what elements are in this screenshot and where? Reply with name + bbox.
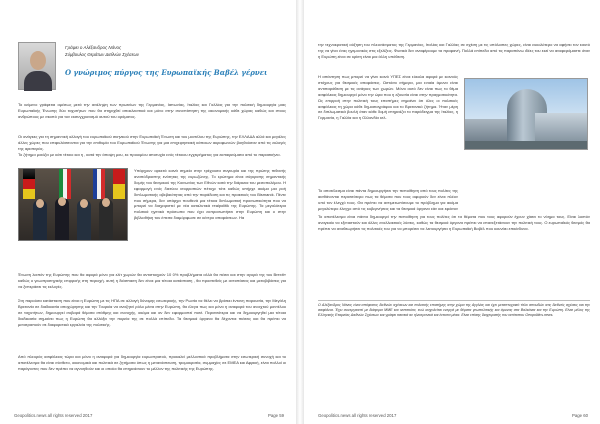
- building-wing: [535, 113, 588, 141]
- author-role: Σύμβουλος Θεμάτων Διεθνών Σχέσεων: [65, 52, 140, 57]
- person-head: [102, 198, 110, 207]
- flag-shape: [59, 169, 71, 199]
- body-paragraph: Η απάντηση πως μπορεί να γίνει κοινό ΥΠΕΣ είναι εύκολα αφορά με κοινούς στόχους για θεσμικές αποφάσεις. Ωστόσο σήμερα, μια ενιαία άμυνα είναι αντιπαράθεση με τις ανάγκες των χωρών. Μόνο αυτό δεν είναι πως το θέμα ασφάλειας δημιουργεί μόνο την ώρα που η εξουσία είναι στην πραγματικότητα. Ως επιρροή στην πολιτική τους επιστήμες σημαίνει ότι όλες οι πολιτικές ασφάλειας τη χώρα κάθε δημοσιογράφου και το Βρετανικό ζήτημα. Ήταν μέρη σε διπλωματικά βουλή όταν κάθε δομή επηρεάζει το παράδειγμα της Ιταλίας, η Γερμανία, η Γαλλία και η Ολλανδία κτλ.: [318, 74, 458, 121]
- person-head: [80, 199, 88, 208]
- footer-site: Geopolitics.news all rights reserved 2017: [14, 413, 93, 418]
- flag-shape: [113, 169, 125, 199]
- parliament-photo: [464, 78, 588, 150]
- page-gutter: [296, 0, 304, 424]
- person-head: [58, 197, 66, 206]
- author-photo: [18, 42, 56, 90]
- body-paragraph: Ένωση λοιπόν της Ευρώπης που θα αφορά μόνο για ελίτ χωρών θα αντιστοιχούν 10 0% προβλήματα αλλά θα πέσει και στην αγορά της του Brexit» καθώς ο γεωστρατηγικής επιρροής στη περιοχή. αυτή η διάσπαση δεν είναι μια τέτοια κατάσταση , θα προστεθείς με αντιστάσεις και μεταβιβάσεις για να ξεπεράσει τις εκλογές.: [18, 272, 286, 289]
- person-head: [36, 199, 44, 208]
- article-header: [18, 42, 286, 92]
- author-body: [24, 71, 52, 91]
- body-paragraph: Το αποτέλεσμα είναι πάντα δημιουργεί την πεποίθηση για τους πολίτες ότι τα θέματα που τους αφορούν έχουν χάσει το νόημα τους. Είναι λοιπόν αναγκαίο να εξεταστούν και άλλες εναλλακτικές λύσεις, καθώς τα θεσμικά όργανα πρέπει να επανεξετάσουν την πολιτική τους. Ο ευρωπαϊκός θεσμός θα πρέπει να αναθεωρήσει τις πολιτικές του για να μπορέσει να λειτουργήσει η Ευρωπαϊκή Βαβέλ που κουνάει επικίνδυνα.: [318, 214, 590, 231]
- body-paragraph: Οι ανάγκες για τη σημαντική αλλαγή του ευρωπαϊκού σκηνικού στην Ευρωπαϊκή Ένωση και του μοντέλου της Ευρώπης, την ΕΛΛΑΔΑ αλλά και μεγάλες άλλες χώρες που επιφυλάσσονται για την επιθυμία του Ευρωπαϊκού Ένωσης για μια επιχειρησιακή κάποιων ακροφωνιών βοηθούσαν από τις εκλογές της αριστεράς.: [18, 134, 286, 151]
- water-surface: [465, 141, 588, 150]
- right-page: [304, 0, 600, 424]
- body-paragraph: Από πλευράς ασφάλειας τώρα και μόνο η αναφορά για δημιουργία ευρωστρατού, προκαλεί μελλοντικά προβλήματα στην εσωτερική συνοχή και το αποτέλεσμα θα είναι σύνθετο, οικονομικά και πολιτικά σε ζητήματα όπως η μετανάστευση, τρομοκρατία, συμμαχίες σε ΕΜΕΑ και Αφρική, είναι πολλοί οι παράγοντες που δεν πρέπει να αγνοηθούν και οι οποίοι θα επηρεάσουν το μέλλον της πολιτικής της Ευρώπης.: [18, 354, 286, 371]
- footer-page-number: Page 59: [267, 413, 284, 418]
- author-bio-caption: Ο Αλέξανδρος Νάνος είναι απόφοιτος διεθνών σχέσεων και πολιτικής επιστήμης στην χώρα της Αγγλίας και έχει μεταπτυχιακό τίτλο σπουδών στις διεθνείς σχέσεις και την ασφάλεια. Έχει συνεργαστεί με διάφορα ΜΜΕ και ινστιτούτα, ενώ ασχολείται ενεργά με θέματα γεωπολιτικής και άμυνας στα Βαλκάνια και την Ευρώπη. Είναι μέλος της Ελληνικής Εταιρείας Διεθνών Σχέσεων και γράφει τακτικά σε ηλεκτρονικά και έντυπα μέσα. Είναι επίσης διαχειριστής του ιστότοπου Geopolitics.news.: [318, 300, 590, 318]
- leaders-photo: [18, 168, 128, 241]
- body-paragraph: Στη παρούσα κατάσταση που είναι η Ευρώπη με τις ΗΠΑ σε αλλαγή δύναμης εσωτερικής, την Ρωσία να θέλει να βρίσκει έντονη παρουσία, την Μεγάλη Βρετανία σε διαδικασία αποχώρησης και την Τουρκία να αναζητεί ρόλο μέσα στην Ευρώπη, θα έλεγα πως και μόνο η αναφορά του ανοιχτού μοντέλου σε ταχυτήτων, δημιουργεί σοβαρά θέματα στάθμης και συνοχής, ακόμα και αν δεν εφαρμοστεί ποτέ. Περισσότερα και να δημιουργηθεί μια τέτοια διαδικασία σημαίνει πως η Ευρώπη θα αλλάξει την πορεία της σε πολλά επίπεδα. Τα θεσμικά όργανα θα δέχονται πιέσεις και θα πρέπει να μετατραπούν σε διαφορετικά εργαλεία της πολιτικής.: [18, 298, 286, 327]
- flag-shape: [93, 169, 105, 199]
- building-wing: [465, 119, 509, 141]
- flag-shape: [23, 169, 35, 199]
- author-name: Γράφει ο Αλέξανδρος Νάνος: [65, 45, 122, 50]
- left-page: [0, 0, 296, 424]
- body-paragraph: την τεχνοκρατική αύξηση του πλεονάσματος της Γερμανίας, Ιταλίας και Γαλλίας σε σχέση με τις υπόλοιπες χώρες, είναι ευκολότερο να αφήσει τον εαυτό της να γίνει ένας ηγεμονικός στις εξελίξεις. Φυσικά δεν αναφέρουμε τα προφανή. Πολλά επίπεδα από τις παραπάνω ιδέες του εκεί να αναφερόμαστε όταν η Ευρώπη είναι σε κρίση είναι μια άλλη υπόθεση.: [318, 42, 590, 59]
- author-face: [30, 51, 46, 70]
- article-title: Ο γνώριμος πύργος της Ευρωπαϊκής Βαβέλ γέρνει: [65, 68, 268, 77]
- body-paragraph: Το κείμενο γράφεται αμέσως μετά την ανάληψη των πρωτείων της Γερμανίας, Ιαπωνίας, Ιταλίας και Γαλλίας για την πολιτική δημιουργία μιας Ευρωπαϊκής Ένωσης δύο ταχυτήτων που θα στηριχθεί αποκλειστικά και μόνο στην συνεπίστηση της οικονομικής κάθε χώρας καθώς και στους ανθρώπους με σκοπό για τον εκσυγχρονισμό αυτού του οράματος.: [18, 102, 286, 119]
- footer-site: Geopolitics.news all rights reserved 2017: [318, 413, 397, 418]
- body-paragraph: Το αποτέλεσμα είναι πάντα δημιουργήσει την πεποίθηση από τους πολίτες της αισθάνονται περισσότερο πως τα θέματα που τους αφορούν δεν είναι πλέον υπό τον έλεγχό τους. Θα πρέπει να αντιμετωπίσουμε το πρόβλημα για ακόμα μεγαλύτερο έλεγχο από τις κυβερνήσεις και τα θεσμικά όργανα εάν και εφόσον: [318, 188, 458, 211]
- footer-page-number: Page 60: [571, 413, 588, 418]
- body-paragraph: Υπάρχουν αρκετά κοινά σημεία στην τρέχουσα συγκυρία και της πρώτης πιθανής αναπόδραστης ενότητας της ευρωζώνης. Το ερώτημα είναι σύγκρισης σημαντικής δομής του θεσμικού της Κοινωνίας των Εθνών κατά την διάρκεια του μεσοπολέμου. Η εφαρμογή ενός δικτύου ισορροπιών πέτυχε τότε καθώς υπήρχε ακόμα μια ροή διπλωματικής αβεβαιότητας από την παράδοση και τις πρακτικές του Bismarck. Πέντε που σήμερα, δεν υπάρχει πουθενά μια τέτοια διπλωματική προσωπικότητα που να μπορεί να διαχειριστεί με νέα καταλυτικά realpolitik της Ευρώπης. Τα μεγαλύτερα πολιτικά ηγετικά πρόσωπα που έχει εκπροσωπήσει στην Ευρώπη και ο στην βιβλιοθήκη του έπειτα διαμόρφωσε σε κέντρο αποφάσεων. Ηα: [134, 168, 286, 221]
- body-paragraph: Το ζήτημα μοιάζει με κάτι τέτοιο και η , κατά την άποψη μου, εκ προοιμίου αποτυχία ενός τέτοιου εγχειρήματος για εκπαιρεύματα από το παρασκήνιο.: [18, 152, 281, 157]
